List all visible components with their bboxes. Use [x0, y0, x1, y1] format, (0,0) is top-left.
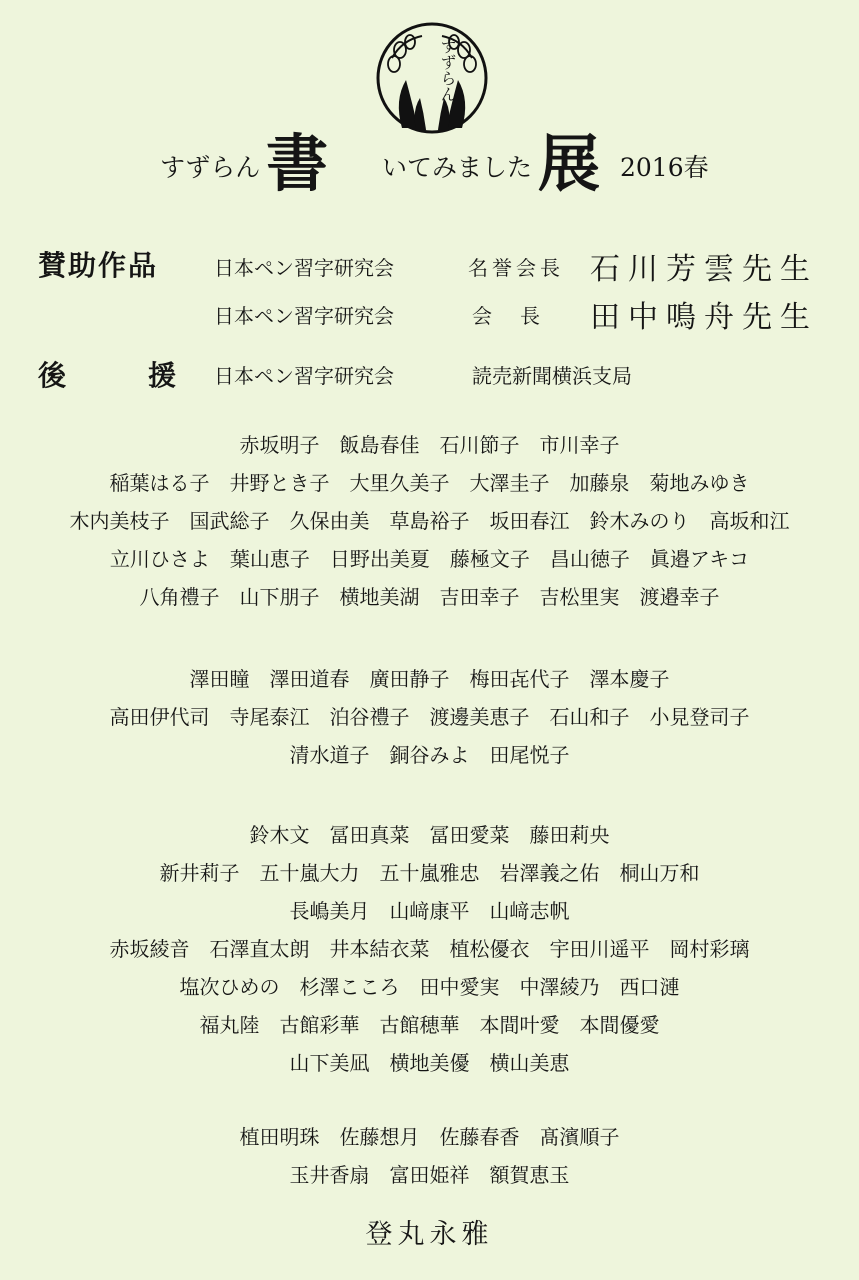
- name-row: [0, 858, 859, 888]
- participant-name: 塩次ひめの: [179, 975, 280, 999]
- participant-name: 長嶋美月: [289, 899, 370, 923]
- participant-name: 小見登司子: [649, 705, 750, 729]
- participant-name: 赤坂明子: [239, 433, 320, 457]
- sponsor-label: 賛助作品: [38, 249, 159, 282]
- sponsor-org-1: 日本ペン習字研究会: [214, 256, 394, 280]
- participant-name: 吉松里実: [539, 585, 620, 609]
- participant-name: 佐藤想月: [339, 1125, 420, 1149]
- participant-name: 寺尾泰江: [229, 705, 310, 729]
- participant-name: 石川節子: [439, 433, 520, 457]
- title-kanji-sho: 書: [266, 127, 329, 200]
- participant-name: 日野出美夏: [329, 547, 430, 571]
- participant-name: 髙濱順子: [539, 1125, 620, 1149]
- participant-name: 清水道子: [289, 743, 370, 767]
- name-row: [0, 582, 859, 612]
- title-middle: いてみました: [382, 153, 533, 182]
- participant-name: 稲葉はる子: [109, 471, 210, 495]
- sponsor-title-2: 会 長: [472, 304, 544, 328]
- participant-name: 草島裕子: [389, 509, 470, 533]
- logo-text: すずらん: [438, 38, 457, 102]
- name-row: [0, 820, 859, 850]
- participant-name: 飯島春佳: [339, 433, 420, 457]
- participant-name: 田尾悦子: [489, 743, 570, 767]
- participant-name: 昌山徳子: [549, 547, 630, 571]
- participant-name: 藤田莉央: [529, 823, 610, 847]
- name-row: [0, 702, 859, 732]
- participant-name: 澤田道春: [269, 667, 350, 691]
- participant-name: 福丸陸: [199, 1013, 260, 1037]
- participant-name: 国武総子: [189, 509, 270, 533]
- participant-name: 鈴木文: [249, 823, 310, 847]
- participant-name: 五十嵐雅忠: [379, 861, 480, 885]
- participant-name: 廣田静子: [369, 667, 450, 691]
- participant-name: 井野とき子: [229, 471, 330, 495]
- participant-name: 冨田真菜: [329, 823, 410, 847]
- participant-name: 横山美恵: [489, 1051, 570, 1075]
- title-prefix: すずらん: [160, 153, 261, 182]
- participant-name: 眞邉アキコ: [649, 547, 750, 571]
- name-row: [0, 1160, 859, 1190]
- participant-name: 市川幸子: [539, 433, 620, 457]
- participant-name: 古館彩華: [279, 1013, 360, 1037]
- participant-name: 植松優衣: [449, 937, 530, 961]
- name-row: [0, 664, 859, 694]
- participant-name: 高田伊代司: [109, 705, 210, 729]
- name-row: [0, 468, 859, 498]
- participant-name: 久保由美: [289, 509, 370, 533]
- participant-name: 大澤圭子: [469, 471, 550, 495]
- participant-name: 横地美湖: [339, 585, 420, 609]
- participant-name: 田中愛実: [419, 975, 500, 999]
- participant-name: 桐山万和: [619, 861, 700, 885]
- participant-name: 梅田㐂代子: [469, 667, 570, 691]
- title-kanji-ten: 展: [538, 127, 601, 200]
- participant-name: 渡邉幸子: [639, 585, 720, 609]
- participant-name: 西口漣: [619, 975, 680, 999]
- exhibition-title: [0, 110, 859, 200]
- name-row: [0, 506, 859, 536]
- participant-name: 澤本慶子: [589, 667, 670, 691]
- participant-name: 葉山恵子: [229, 547, 310, 571]
- participant-name: 石山和子: [549, 705, 630, 729]
- name-row: [0, 740, 859, 770]
- sponsor-org-2: 日本ペン習字研究会: [214, 304, 394, 328]
- participant-name: 高坂和江: [709, 509, 790, 533]
- name-row: [0, 972, 859, 1002]
- participant-name: 山﨑康平: [389, 899, 470, 923]
- participant-name: 五十嵐大力: [259, 861, 360, 885]
- participant-name: 横地美優: [389, 1051, 470, 1075]
- participant-name: 古館穂華: [379, 1013, 460, 1037]
- participant-name: 八角禮子: [139, 585, 220, 609]
- participant-name: 藤極文子: [449, 547, 530, 571]
- participant-name: 澤田瞳: [189, 667, 250, 691]
- participant-name: 本間叶愛: [479, 1013, 560, 1037]
- name-row: [0, 430, 859, 460]
- participant-name: 山下美凪: [289, 1051, 370, 1075]
- participant-name: 渡邊美恵子: [429, 705, 530, 729]
- participant-name: 木内美枝子: [69, 509, 170, 533]
- participant-name: 大里久美子: [349, 471, 450, 495]
- participant-name: 植田明珠: [239, 1125, 320, 1149]
- sponsor-name-2: 田中鳴舟先生: [590, 300, 818, 335]
- participant-name: 赤坂綾音: [109, 937, 190, 961]
- participant-name: 中澤綾乃: [519, 975, 600, 999]
- participant-name: 鈴木みのり: [589, 509, 690, 533]
- participant-name: 冨田愛菜: [429, 823, 510, 847]
- participant-name: 山﨑志帆: [489, 899, 570, 923]
- name-row: [0, 1122, 859, 1152]
- name-row: [0, 896, 859, 926]
- participant-name: 新井莉子: [159, 861, 240, 885]
- participant-name: 井本結衣菜: [329, 937, 430, 961]
- participant-name: 坂田春江: [489, 509, 570, 533]
- participant-name: 泊谷禮子: [329, 705, 410, 729]
- participant-name: 加藤泉: [569, 471, 630, 495]
- title-year: 2016春: [620, 153, 709, 182]
- participant-name: 菊地みゆき: [649, 471, 750, 495]
- participant-name: 宇田川遥平: [549, 937, 650, 961]
- participant-name: 本間優愛: [579, 1013, 660, 1037]
- participant-name: 石澤直太朗: [209, 937, 310, 961]
- participant-name: 岩澤義之佑: [499, 861, 600, 885]
- participant-name: 杉澤こころ: [299, 975, 400, 999]
- support-label-1: 後: [38, 359, 69, 392]
- participant-name: 銅谷みよ: [389, 743, 470, 767]
- support-label-2: 援: [148, 359, 179, 392]
- name-row: [0, 544, 859, 574]
- name-row: [0, 1010, 859, 1040]
- participant-name: 立川ひさよ: [109, 547, 210, 571]
- participant-name: 吉田幸子: [439, 585, 520, 609]
- name-row: [0, 1048, 859, 1078]
- final-name: 登丸永雅: [365, 1219, 494, 1250]
- participant-name: 額賀恵玉: [489, 1163, 570, 1187]
- participant-name: 岡村彩璃: [669, 937, 750, 961]
- participant-name: 佐藤春香: [439, 1125, 520, 1149]
- name-row: [0, 934, 859, 964]
- participant-name: 富田姫祥: [389, 1163, 470, 1187]
- support-org-1: 日本ペン習字研究会: [214, 364, 394, 388]
- participant-name: 玉井香扇: [289, 1163, 370, 1187]
- support-org-2: 読売新聞横浜支局: [472, 364, 632, 388]
- sponsor-name-1: 石川芳雲先生: [590, 252, 818, 287]
- participant-name: 山下朋子: [239, 585, 320, 609]
- sponsor-title-1: 名誉会長: [468, 256, 564, 280]
